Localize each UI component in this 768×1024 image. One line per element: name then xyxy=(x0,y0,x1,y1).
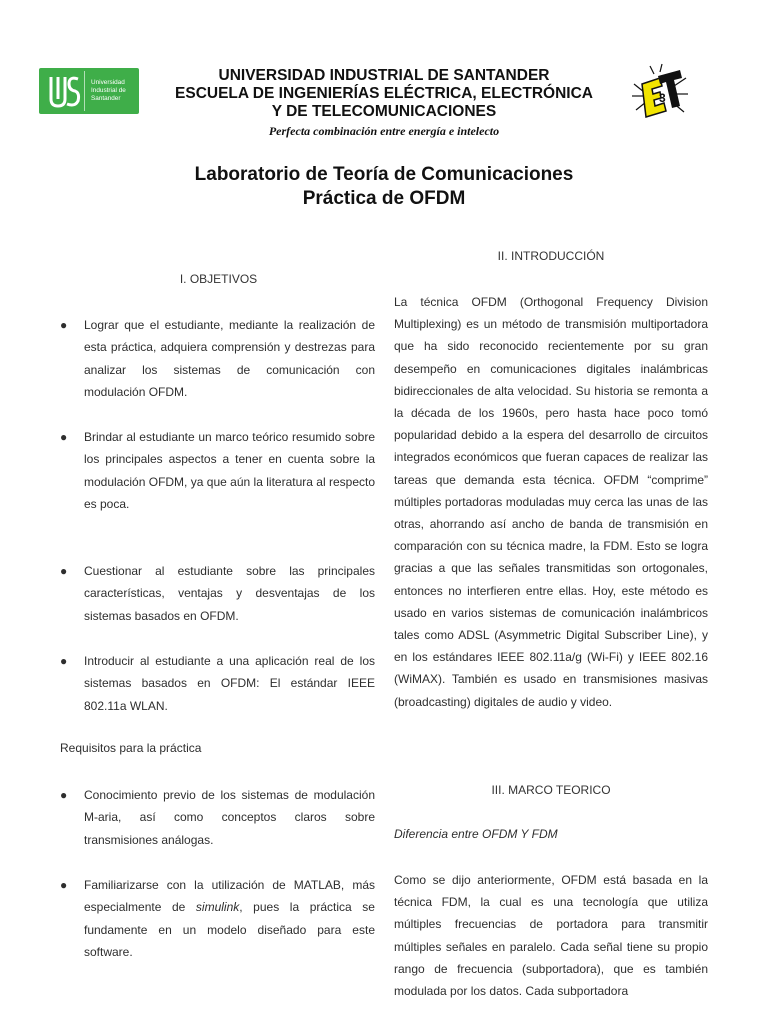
motto: Perfecta combinación entre energía e intelecto xyxy=(268,124,500,138)
list-item xyxy=(60,314,375,403)
list-item-text: Brindar al estudiante un marco teórico resumido sobre los principales aspectos a tener en cuenta sobre la modulación OFDM, ya que aún la literatura al respecto es poca. xyxy=(84,430,375,511)
list-item xyxy=(60,560,375,627)
bullet-icon: ● xyxy=(60,430,68,444)
requisitos-heading: Requisitos para la práctica xyxy=(60,741,202,755)
list-item xyxy=(60,874,375,963)
marco-teorico-heading: III. MARCO TEORICO xyxy=(491,783,611,797)
bullet-icon: ● xyxy=(60,654,68,668)
svg-text:3: 3 xyxy=(659,91,666,105)
document-title: Laboratorio de Teoría de Comunicaciones xyxy=(194,164,574,185)
ofdm-fdm-subheading: Diferencia entre OFDM Y FDM xyxy=(394,827,558,841)
document-subtitle: Práctica de OFDM xyxy=(302,188,466,209)
list-item-text: Conocimiento previo de los sistemas de modulación M-aria, así como conceptos claros sobre transmisiones análogas. xyxy=(84,788,375,847)
list-item-text: Lograr que el estudiante, mediante la realización de esta práctica, adquiera comprensión y destrezas para analizar los sistemas de comunicación con modulación OFDM. xyxy=(84,318,375,399)
bullet-icon: ● xyxy=(60,318,68,332)
bullet-icon: ● xyxy=(60,788,68,802)
uis-logo-text: Universidad Industrial de Santander xyxy=(91,79,126,102)
bullet-icon: ● xyxy=(60,878,68,892)
uis-logo-mark-icon xyxy=(44,71,85,111)
e3t-logo-icon xyxy=(630,62,690,126)
university-name: UNIVERSIDAD INDUSTRIAL DE SANTANDER xyxy=(218,67,550,84)
list-item xyxy=(60,784,375,851)
marco-teorico-paragraph: Como se dijo anteriormente, OFDM está basada en la técnica FDM, la cual es una tecnología que utiliza múltiples frecuencias de portadora para transmitir múltiples señales en paralelo. Cada señal tiene su propio rango de frecuencia (subportadora), que es también modulada por los datos. Cada subportadora xyxy=(394,873,708,999)
list-item xyxy=(60,650,375,717)
list-item-text: Cuestionar al estudiante sobre las principales características, ventajas y desventajas de los sistemas basados en OFDM. xyxy=(84,564,375,623)
e3t-logo xyxy=(630,62,690,126)
simulink-term: simulink xyxy=(195,900,240,915)
school-name-cont: Y DE TELECOMUNICACIONES xyxy=(271,103,497,120)
uis-logo xyxy=(39,68,139,114)
introduccion-heading: II. INTRODUCCIÓN xyxy=(497,249,605,263)
school-name: ESCUELA DE INGENIERÍAS ELÉCTRICA, ELECTRÓNICA xyxy=(175,85,593,102)
list-item xyxy=(60,426,375,515)
objetivos-heading: I. OBJETIVOS xyxy=(179,272,258,286)
introduccion-paragraph: La técnica OFDM (Orthogonal Frequency Division Multiplexing) es un método de transmisión multiportadora que ha sido reconocido recientemente por su gran desempeño en comunicaciones digitales inalámbricas bidireccionales de alta velocidad. Su historia se remonta a la década de los 1960s, pero hasta hace poco tomó popularidad debido a la espera del desarrollo de circuitos integrados económicos que fueran capaces de realizar las tareas que demanda esta técnica. OFDM “comprime” múltiples portadoras moduladas muy cerca las unas de las otras, ahorrando así ancho de banda de transmisión en comparación con su técnica madre, la FDM. Esto se logra gracias a que las señales transmitidas son ortogonales, entonces no interfieren entre ellas. Hoy, este método es usado en varios sistemas de comunicación inalámbricos tales como ADSL (Asymmetric Digital Subscriber Line), y en los estándares IEEE 802.11a/g (Wi-Fi) y IEEE 802.16 (WiMAX). También es usado en transmisiones masivas (broadcasting) digitales de audio y video. xyxy=(394,295,708,709)
list-item-text: Introducir al estudiante a una aplicación real de los sistemas basados en OFDM: El estándar IEEE 802.11a WLAN. xyxy=(84,654,375,713)
bullet-icon: ● xyxy=(60,564,68,578)
document-header xyxy=(0,0,768,140)
list-item-text: Familiarizarse con la utilización de MATLAB, más especialmente de simulink, pues la práctica se fundamente en un modelo diseñado para este software. xyxy=(84,878,375,959)
